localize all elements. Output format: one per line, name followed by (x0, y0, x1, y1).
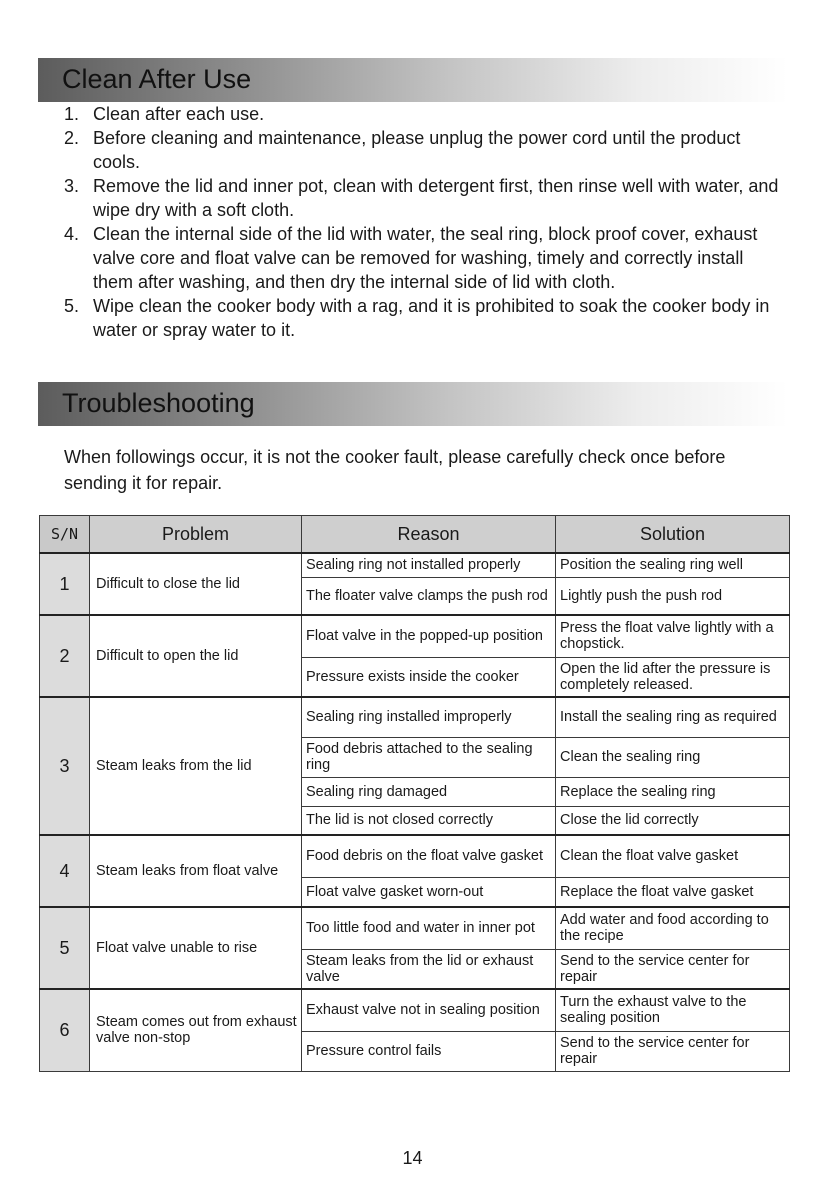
row-number: 6 (40, 989, 90, 1071)
row-number: 4 (40, 835, 90, 907)
reason-cell: Pressure exists inside the cooker (302, 657, 556, 697)
page-number: 14 (402, 1148, 423, 1168)
solution-cell: Lightly push the push rod (556, 577, 790, 615)
step-text: Remove the lid and inner pot, clean with detergent first, then rinse well with water, and wipe dry with a soft cloth. (93, 176, 779, 220)
solution-cell: Replace the float valve gasket (556, 877, 790, 907)
reason-cell: Sealing ring damaged (302, 777, 556, 806)
solution-cell: Open the lid after the pressure is completely released. (556, 657, 790, 697)
solution-cell: Send to the service center for repair (556, 949, 790, 989)
row-number: 3 (40, 697, 90, 835)
problem-cell: Difficult to open the lid (90, 615, 302, 697)
reason-cell: Steam leaks from the lid or exhaust valve (302, 949, 556, 989)
troubleshooting-intro: When followings occur, it is not the cooker fault, please carefully check once before sending it for repair. (64, 447, 726, 493)
reason-cell: Sealing ring not installed properly (302, 553, 556, 577)
solution-cell: Position the sealing ring well (556, 553, 790, 577)
row-number: 5 (40, 907, 90, 989)
table-row (40, 835, 790, 877)
table-row (40, 907, 790, 949)
solution-cell: Close the lid correctly (556, 806, 790, 835)
problem-cell: Float valve unable to rise (90, 907, 302, 989)
cleaning-step: 4. Clean the internal side of the lid with water, the seal ring, block proof cover, exhaust valve core and float valve can be removed for washing, timely and correctly install them after washing, and then dry the internal side of lid with cloth. (64, 224, 758, 292)
table-header-row (40, 516, 790, 554)
solution-cell: Add water and food according to the recipe (556, 907, 790, 949)
cleaning-step: 1. Clean after each use. (64, 104, 265, 124)
solution-cell: Replace the sealing ring (556, 777, 790, 806)
solution-cell: Install the sealing ring as required (556, 697, 790, 737)
clean-after-use-header (38, 58, 788, 102)
column-header-reason: Reason (302, 516, 556, 554)
reason-cell: Float valve in the popped-up position (302, 615, 556, 657)
cleaning-step: 3. Remove the lid and inner pot, clean with detergent first, then rinse well with water, and wipe dry with a soft cloth. (64, 176, 779, 220)
solution-cell: Clean the sealing ring (556, 737, 790, 777)
column-header-sn: S/N (40, 516, 90, 554)
row-number: 2 (40, 615, 90, 697)
column-header-problem: Problem (90, 516, 302, 554)
troubleshooting-header (38, 382, 788, 426)
reason-cell: Too little food and water in inner pot (302, 907, 556, 949)
reason-cell: Pressure control fails (302, 1031, 556, 1071)
reason-cell: The lid is not closed correctly (302, 806, 556, 835)
reason-cell: The floater valve clamps the push rod (302, 577, 556, 615)
step-text: Clean the internal side of the lid with water, the seal ring, block proof cover, exhaust valve core and float valve can be removed for washing, timely and correctly install them after washing, and then dry the internal side of lid with cloth. (93, 224, 758, 292)
cleaning-step: 5. Wipe clean the cooker body with a rag, and it is prohibited to soak the cooker body in water or spray water to it. (64, 296, 770, 340)
reason-cell: Food debris attached to the sealing ring (302, 737, 556, 777)
reason-cell: Sealing ring installed improperly (302, 697, 556, 737)
solution-cell: Turn the exhaust valve to the sealing position (556, 989, 790, 1031)
cleaning-steps-list (64, 102, 784, 342)
problem-cell: Steam comes out from exhaust valve non-stop (90, 989, 302, 1071)
problem-cell: Steam leaks from the lid (90, 697, 302, 835)
reason-cell: Float valve gasket worn-out (302, 877, 556, 907)
table-row (40, 697, 790, 737)
troubleshooting-table (39, 515, 790, 1072)
step-text: Clean after each use. (93, 104, 265, 124)
row-number: 1 (40, 553, 90, 615)
table-row (40, 615, 790, 657)
cleaning-step: 2. Before cleaning and maintenance, please unplug the power cord until the product cools. (64, 128, 741, 172)
column-header-solution: Solution (556, 516, 790, 554)
reason-cell: Food debris on the float valve gasket (302, 835, 556, 877)
problem-cell: Steam leaks from float valve (90, 835, 302, 907)
clean-after-use-title: Clean After Use (62, 64, 252, 94)
problem-cell: Difficult to close the lid (90, 553, 302, 615)
step-text: Wipe clean the cooker body with a rag, and it is prohibited to soak the cooker body in water or spray water to it. (93, 296, 770, 340)
solution-cell: Clean the float valve gasket (556, 835, 790, 877)
solution-cell: Press the float valve lightly with a chopstick. (556, 615, 790, 657)
table-row (40, 989, 790, 1031)
reason-cell: Exhaust valve not in sealing position (302, 989, 556, 1031)
step-text: Before cleaning and maintenance, please unplug the power cord until the product cools. (93, 128, 741, 172)
table-row (40, 553, 790, 577)
troubleshooting-title: Troubleshooting (62, 388, 255, 418)
solution-cell: Send to the service center for repair (556, 1031, 790, 1071)
